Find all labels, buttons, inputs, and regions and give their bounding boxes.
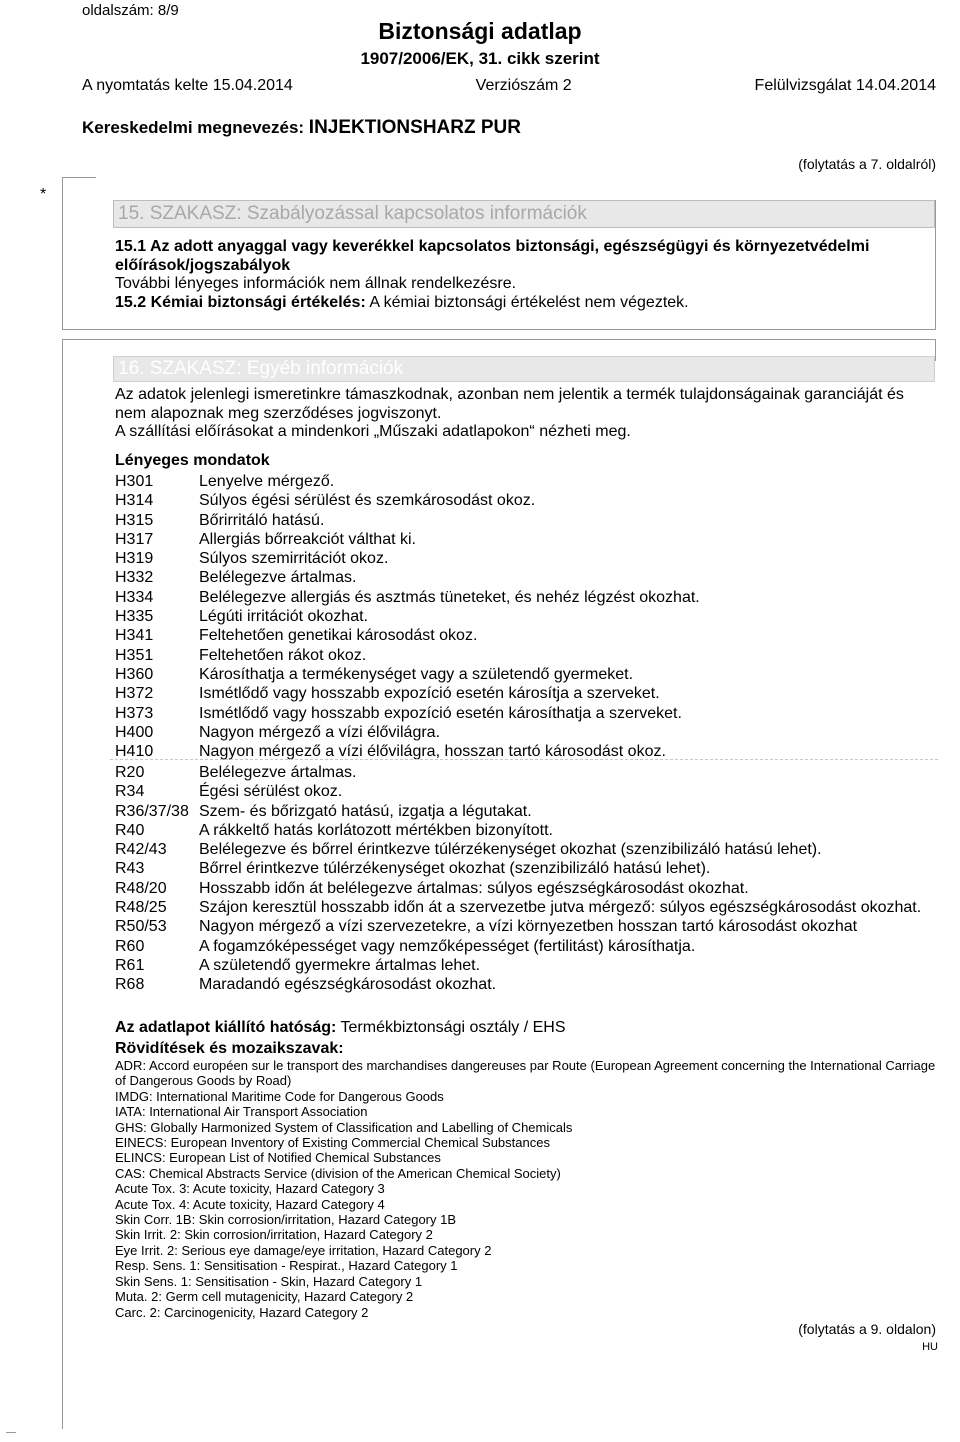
abbreviation-item: ELINCS: European List of Notified Chemical Substances (115, 1150, 441, 1166)
abbreviations-list (115, 1058, 937, 1320)
abbreviation-item: Muta. 2: Germ cell mutagenicity, Hazard Category 2 (115, 1289, 414, 1305)
h-statement (115, 607, 700, 626)
trade-name-label: Kereskedelmi megnevezés: (82, 118, 305, 137)
r-phrase-code: R61 (115, 956, 145, 974)
h-statement-code: H315 (115, 511, 154, 529)
r-phrase-code: R34 (115, 783, 145, 801)
disclaimer-text: Az adatok jelenlegi ismeretinkre támaszkodnak, azonban nem jelentik a termék tulajdonságainak garanciáját és nem alapoznak meg szerződéses jogviszonyt. (115, 386, 904, 422)
r-phrase-code: R60 (115, 937, 145, 955)
abbreviation-item: Acute Tox. 4: Acute toxicity, Hazard Category 4 (115, 1196, 385, 1212)
abbreviation-item: Skin Sens. 1: Sensitisation - Skin, Hazard Category 1 (115, 1273, 423, 1289)
r-phrase-code: R43 (115, 860, 145, 878)
r-phrase (115, 917, 921, 936)
print-date: A nyomtatás kelte 15.04.2014 (82, 77, 293, 94)
section-15-2-label: 15.2 Kémiai biztonsági értékelés: (115, 293, 366, 311)
trade-name-line (82, 117, 521, 139)
h-statement (115, 472, 700, 491)
h-statement (115, 588, 700, 607)
h-statement-code: H373 (115, 704, 154, 722)
continued-from: (folytatás a 7. oldalról) (798, 156, 936, 172)
abbreviation-item: CAS: Chemical Abstracts Service (division of the American Chemical Society) (115, 1165, 561, 1181)
abbreviation-item: IMDG: International Maritime Code for Dangerous Goods (115, 1088, 444, 1104)
h-statement-code: H410 (115, 743, 154, 761)
r-phrase-text: Szájon keresztül hosszabb időn át a szervezetbe jutva mérgező: súlyos egészségkárosodást okozhat. (199, 899, 922, 917)
authority-label: Az adatlapot kiállító hatóság: (115, 1019, 337, 1036)
r-phrase (115, 859, 921, 878)
abbreviation-item: Skin Irrit. 2: Skin corrosion/irritation, Hazard Category 2 (115, 1227, 433, 1243)
h-statement (115, 530, 700, 549)
r-phrase-text: Hosszabb időn át belélegezve ártalmas: súlyos egészségkárosodást okozhat. (199, 879, 749, 897)
section-15-2 (115, 294, 937, 313)
h-statement-text: Károsíthatja a termékenységet vagy a születendő gyermeket. (199, 665, 634, 683)
h-statement-text: Feltehetően rákot okoz. (199, 646, 367, 664)
abbreviation-item: Acute Tox. 3: Acute toxicity, Hazard Category 3 (115, 1181, 385, 1197)
h-statement (115, 549, 700, 568)
r-phrase-code: R42/43 (115, 841, 167, 859)
abbreviation-item: GHS: Globally Harmonized System of Classification and Labelling of Chemicals (115, 1119, 573, 1135)
h-statement-code: H341 (115, 627, 154, 645)
h-statement (115, 665, 700, 684)
h-statement-text: Súlyos égési sérülést és szemkárosodást okoz. (199, 492, 536, 510)
changed-marker: * (40, 186, 47, 203)
section-15-body (115, 238, 937, 312)
h-statements-list (115, 472, 700, 761)
abbreviation-item: EINECS: European Inventory of Existing Commercial Chemical Substances (115, 1135, 550, 1151)
abbreviation-item: Carc. 2: Carcinogenicity, Hazard Category 2 (115, 1304, 369, 1320)
h-statement-code: H334 (115, 588, 154, 606)
frame-line (62, 177, 63, 329)
abbreviations-title: Rövidítések és mozaikszavak: (115, 1040, 344, 1057)
frame-line (62, 177, 96, 178)
h-statement-code: H319 (115, 550, 154, 568)
divider (110, 759, 938, 760)
h-statement-text: Feltehetően genetikai károsodást okoz. (199, 627, 478, 645)
authority-line (115, 1019, 566, 1037)
r-phrase-text: A rákkeltő hatás korlátozott mértékben bizonyított. (199, 821, 553, 839)
h-statement-text: Nagyon mérgező a vízi élővilágra, hosszan tartó károsodást okoz. (199, 743, 666, 761)
abbreviation-item: Resp. Sens. 1: Sensitisation - Respirat., Hazard Category 1 (115, 1258, 458, 1274)
version: Verziószám 2 (475, 77, 572, 94)
r-phrase (115, 975, 921, 994)
h-statement (115, 704, 700, 723)
r-phrase (115, 821, 921, 840)
h-statement-code: H400 (115, 723, 154, 741)
r-phrase-text: A születendő gyermekre ártalmas lehet. (199, 956, 481, 974)
abbreviation-item: Skin Corr. 1B: Skin corrosion/irritation, Hazard Category 1B (115, 1212, 457, 1228)
abbreviation-item: Eye Irrit. 2: Serious eye damage/eye irritation, Hazard Category 2 (115, 1242, 492, 1258)
h-statement-text: Súlyos szemirritációt okoz. (199, 550, 389, 568)
frame-line (62, 329, 936, 330)
h-statement (115, 684, 700, 703)
section-15-title: 15. SZAKASZ: Szabályozással kapcsolatos információk (113, 200, 935, 228)
frame-line (62, 339, 63, 1429)
h-statement-text: Allergiás bőrreakciót válthat ki. (199, 530, 416, 548)
frame-line (935, 339, 936, 361)
r-phrase-text: A fogamzóképességet vagy nemzőképességet (fertilitást) károsíthatja. (199, 937, 696, 955)
corner-mark (6, 1432, 16, 1433)
r-phrase-text: Szem- és bőrizgató hatású, izgatja a légutakat. (199, 802, 532, 820)
h-statement-code: H314 (115, 492, 154, 510)
revision-date: Felülvizsgálat 14.04.2014 (754, 77, 936, 94)
abbreviation-item: ADR: Accord européen sur le transport des marchandises dangereuses par Route (European Agreement concerning the International Carriage of Dangerous Goods by Road) (115, 1058, 936, 1089)
h-statement-code: H351 (115, 646, 154, 664)
h-statement (115, 626, 700, 645)
r-phrase-code: R36/37/38 (115, 802, 189, 820)
h-statement (115, 568, 700, 587)
h-statement-text: Ismétlődő vagy hosszabb expozíció esetén károsítja a szerveket. (199, 685, 660, 703)
section-16-title: 16. SZAKASZ: Egyéb információk (113, 356, 935, 382)
frame-line (62, 339, 936, 340)
r-phrase-code: R20 (115, 764, 145, 781)
authority-value: Termékbiztonsági osztály / EHS (340, 1019, 566, 1036)
language-code: HU (922, 1341, 938, 1353)
r-phrase (115, 956, 921, 975)
r-phrase (115, 840, 921, 859)
h-statement-text: Ismétlődő vagy hosszabb expozíció esetén károsíthatja a szerveket. (199, 704, 682, 722)
h-statement-text: Légúti irritációt okozhat. (199, 608, 368, 626)
h-statement-text: Belélegezve ártalmas. (199, 569, 357, 587)
r-phrase-text: Nagyon mérgező a vízi szervezetekre, a vízi környezetben hosszan tartó károsodást okozhat (199, 918, 858, 936)
r-phrases-list (115, 763, 921, 995)
h-statement-text: Belélegezve allergiás és asztmás tüneteket, és nehéz légzést okozhat. (199, 588, 700, 606)
r-phrase (115, 782, 921, 801)
h-statement-code: H301 (115, 473, 154, 490)
r-phrase-code: R50/53 (115, 918, 167, 936)
statements-title: Lényeges mondatok (115, 452, 270, 469)
r-phrase-text: Maradandó egészségkárosodást okozhat. (199, 976, 497, 994)
r-phrase (115, 879, 921, 898)
h-statement-code: H317 (115, 530, 154, 548)
transport-note: A szállítási előírásokat a mindenkori „Műszaki adatlapokon“ nézheti meg. (115, 423, 631, 440)
r-phrase-code: R40 (115, 821, 145, 839)
r-phrase-code: R48/25 (115, 899, 167, 917)
abbreviation-item: IATA: International Air Transport Association (115, 1104, 368, 1120)
h-statement-code: H335 (115, 608, 154, 626)
r-phrase-code: R68 (115, 976, 145, 994)
section-15-1-text: További lényeges információk nem állnak rendelkezésre. (115, 275, 517, 292)
h-statement-text: Nagyon mérgező a vízi élővilágra. (199, 723, 441, 741)
h-statement-code: H332 (115, 569, 154, 587)
h-statement (115, 646, 700, 665)
page-number: oldalszám: 8/9 (82, 2, 179, 19)
h-statement-text: Lenyelve mérgező. (199, 473, 335, 490)
document-subtitle: 1907/2006/EK, 31. cikk szerint (360, 49, 600, 68)
r-phrase (115, 763, 921, 782)
section-15-1-heading: 15.1 Az adott anyaggal vagy keverékkel kapcsolatos biztonsági, egészségügyi és környezetvédelmi előírások/jogszabályok (115, 238, 870, 274)
h-statement (115, 511, 700, 530)
r-phrase (115, 802, 921, 821)
trade-name-value: INJEKTIONSHARZ PUR (308, 117, 521, 138)
h-statement (115, 491, 700, 510)
h-statement (115, 723, 700, 742)
r-phrase (115, 937, 921, 956)
r-phrase-code: R48/20 (115, 879, 167, 897)
meta-row (82, 77, 936, 95)
h-statement-code: H360 (115, 665, 154, 683)
r-phrase-text: Belélegezve ártalmas. (199, 764, 357, 781)
r-phrase-text: Belélegezve és bőrrel érintkezve túlérzékenységet okozhat (szenzibilizáló hatású lehet). (199, 841, 822, 859)
h-statement-code: H372 (115, 685, 154, 703)
section-15-2-text: A kémiai biztonsági értékelést nem végeztek. (369, 293, 689, 311)
r-phrase-text: Bőrrel érintkezve túlérzékenységet okozhat (szenzibilizáló hatású lehet). (199, 860, 711, 878)
continued-to: (folytatás a 9. oldalon) (798, 1321, 936, 1337)
section-16-intro (115, 386, 937, 442)
document-title: Biztonsági adatlap (378, 18, 582, 44)
r-phrase-text: Égési sérülést okoz. (199, 783, 343, 801)
r-phrase (115, 898, 921, 917)
h-statement-text: Bőrirritáló hatású. (199, 511, 325, 529)
